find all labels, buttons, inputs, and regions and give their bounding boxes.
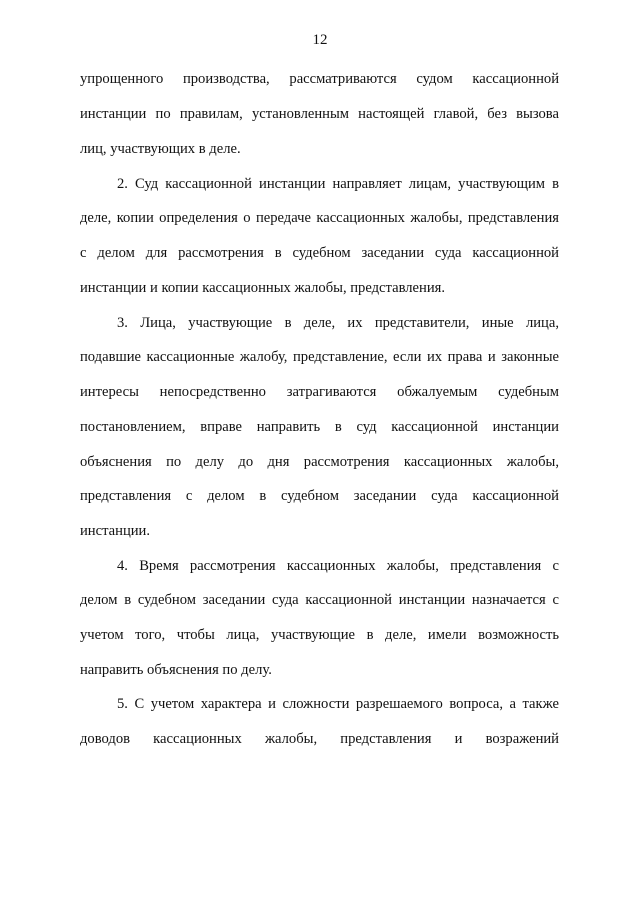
text-line: 3. Лица, участвующие в деле, их представители, иные лица,	[117, 315, 559, 331]
text-line: представления с делом в судебном заседании суда кассационной	[80, 488, 559, 504]
text-line: лиц, участвующих в деле.	[80, 141, 241, 157]
text-line: объяснения по делу до дня рассмотрения кассационных жалобы,	[80, 454, 559, 470]
text-line: учетом того, чтобы лица, участвующие в деле, имели возможность	[80, 627, 559, 643]
text-line: подавшие кассационные жалобу, представление, если их права и законные	[80, 349, 559, 365]
text-line: деле, копии определения о передаче кассационных жалобы, представления	[80, 210, 559, 226]
text-line: интересы непосредственно затрагиваются обжалуемым судебным	[80, 384, 559, 400]
page-number: 12	[312, 32, 328, 48]
text-line: 2. Суд кассационной инстанции направляет лицам, участвующим в	[117, 176, 559, 192]
text-line: постановлением, вправе направить в суд кассационной инстанции	[80, 419, 559, 435]
text-line: инстанции и копии кассационных жалобы, представления.	[80, 280, 446, 296]
text-line: 4. Время рассмотрения кассационных жалобы, представления с	[117, 558, 559, 574]
text-line: доводов кассационных жалобы, представления и возражений	[80, 731, 559, 747]
text-line: инстанции по правилам, установленным настоящей главой, без вызова	[80, 106, 559, 122]
text-line: направить объяснения по делу.	[80, 662, 272, 678]
text-line: с делом для рассмотрения в судебном заседании суда кассационной	[80, 245, 559, 261]
text-line: инстанции.	[80, 523, 151, 539]
text-line: делом в судебном заседании суда кассационной инстанции назначается с	[80, 592, 559, 608]
text-line: упрощенного производства, рассматриваются судом кассационной	[80, 71, 559, 87]
text-line: 5. С учетом характера и сложности разрешаемого вопроса, а также	[117, 696, 559, 712]
